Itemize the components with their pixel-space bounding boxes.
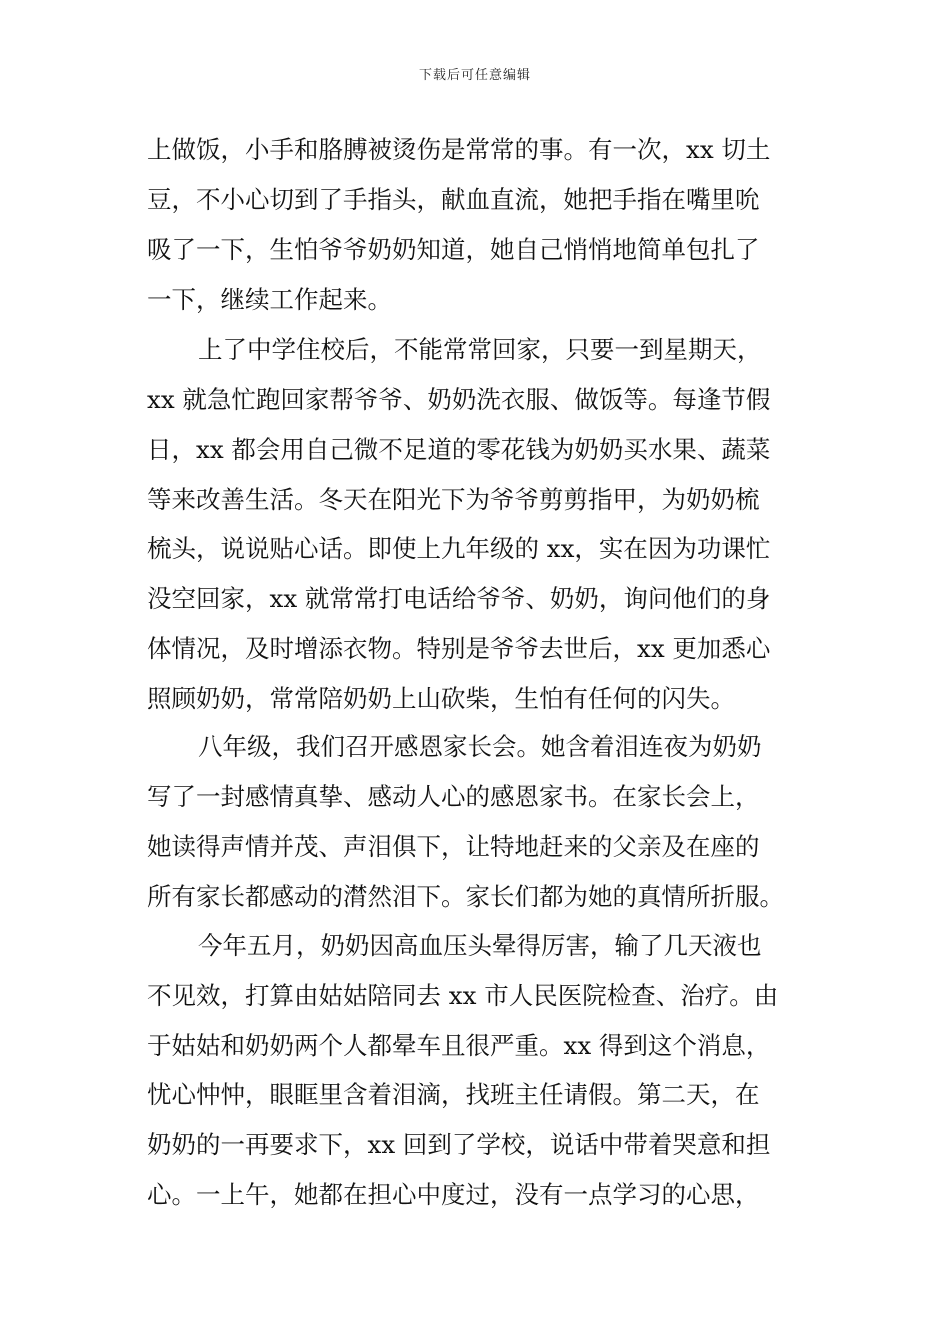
text-line: 所有家长都感动的潸然泪下。家长们都为她的真情所折服。	[147, 882, 784, 911]
page-header-note: 下载后可任意编辑	[418, 68, 531, 83]
text-line: 体情况，及时增添衣物。特别是爷爷去世后，xx 更加悉心	[147, 634, 771, 663]
text-line: 心。一上午，她都在担心中度过，没有一点学习的心思，	[147, 1180, 760, 1209]
text-line: 上做饭，小手和胳膊被烫伤是常常的事。有一次，xx 切土	[147, 135, 771, 164]
paragraph-first-line: 今年五月，奶奶因高血压头晕得厉害，输了几天液也	[198, 931, 762, 960]
text-line: 没空回家，xx 就常常打电话给爷爷、奶奶，询问他们的身	[147, 584, 771, 613]
text-line: 忧心忡忡，眼眶里含着泪滴，找班主任请假。第二天，在	[147, 1080, 760, 1109]
text-line: xx 就急忙跑回家帮爷爷、奶奶洗衣服、做饭等。每逢节假	[147, 385, 771, 414]
text-line: 不见效，打算由姑姑陪同去 xx 市人民医院检查、治疗。由	[147, 981, 779, 1010]
paragraph-first-line: 上了中学住校后，不能常常回家，只要一到星期天，	[198, 335, 762, 364]
text-line: 一下，继续工作起来。	[147, 285, 392, 314]
text-line: 豆，不小心切到了手指头，献血直流，她把手指在嘴里吮	[147, 185, 760, 214]
text-line: 照顾奶奶，常常陪奶奶上山砍柴，生怕有任何的闪失。	[147, 684, 735, 713]
text-line: 她读得声情并茂、声泪俱下，让特地赶来的父亲及在座的	[147, 832, 760, 861]
text-line: 吸了一下，生怕爷爷奶奶知道，她自己悄悄地简单包扎了	[147, 235, 760, 264]
text-line: 奶奶的一再要求下，xx 回到了学校，说话中带着哭意和担	[147, 1130, 771, 1159]
text-line: 于姑姑和奶奶两个人都晕车且很严重。xx 得到这个消息，	[147, 1031, 771, 1060]
text-line: 写了一封感情真挚、感动人心的感恩家书。在家长会上，	[147, 782, 760, 811]
paragraph-first-line: 八年级，我们召开感恩家长会。她含着泪连夜为奶奶	[198, 732, 762, 761]
text-line: 日，xx 都会用自己微不足道的零花钱为奶奶买水果、蔬菜	[147, 435, 771, 464]
text-line: 等来改善生活。冬天在阳光下为爷爷剪剪指甲，为奶奶梳	[147, 485, 760, 514]
text-line: 梳头，说说贴心话。即使上九年级的 xx，实在因为功课忙	[147, 534, 771, 563]
